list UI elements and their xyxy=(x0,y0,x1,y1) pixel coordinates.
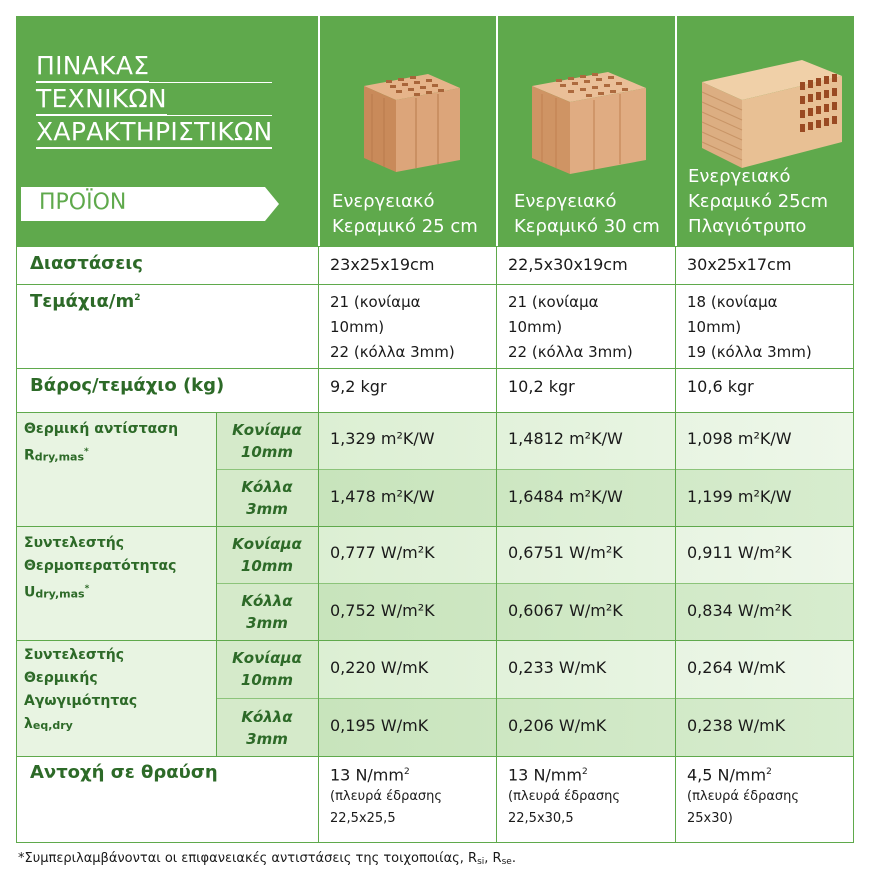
header-divider xyxy=(318,16,320,246)
cell-value: 0,195 W/mK xyxy=(330,716,429,735)
cell-line: 22 (κόλλα 3mm) xyxy=(508,343,633,361)
cell-value: 0,238 W/mK xyxy=(687,716,786,735)
row-thermal-resistance xyxy=(16,412,854,526)
cell-value: 0,777 W/m²K xyxy=(330,543,435,562)
row-label-line: Θερμοπερατότητας xyxy=(24,558,177,574)
cell-value: 10,2 kgr xyxy=(508,377,575,396)
sub-label-glue xyxy=(216,706,318,750)
symbol-sup: * xyxy=(84,447,89,457)
cell-line: 10mm) xyxy=(687,318,742,336)
sub-label-line: 10mm xyxy=(240,671,294,689)
cell-line: 21 (κονίαμα xyxy=(508,293,599,311)
cell-value: 1,478 m²K/W xyxy=(330,487,435,506)
unit-sup: 2 xyxy=(403,767,410,777)
sub-label-line: Κόλλα xyxy=(241,478,293,496)
row-label-sup: 2 xyxy=(134,293,141,303)
cell-value: 0,6751 W/m²K xyxy=(508,543,623,562)
cell-value xyxy=(687,761,799,830)
row-label xyxy=(24,644,137,737)
row-dimensions xyxy=(16,246,854,284)
row-label-line: Θερμικής xyxy=(24,670,98,686)
row-label: Διαστάσεις xyxy=(30,253,143,274)
footnote-sub: se xyxy=(501,857,512,867)
cell-line: 22,5x30,5 xyxy=(508,811,574,827)
footnote-text: , R xyxy=(484,851,502,866)
symbol: λ xyxy=(24,716,33,732)
sub-label-line: Κονίαμα xyxy=(232,649,302,667)
row-label-symbol xyxy=(24,578,176,606)
row-label: Αντοχή σε θραύση xyxy=(30,762,218,783)
strength-value: 13 N/mm xyxy=(330,765,404,785)
cell-line: 10mm) xyxy=(330,318,385,336)
cell-value: 0,206 W/mK xyxy=(508,716,607,735)
cell-value: 0,6067 W/m²K xyxy=(508,601,623,620)
row-label xyxy=(24,532,176,606)
row-transmittance xyxy=(16,526,854,640)
row-label-line: Συντελεστής xyxy=(24,647,125,663)
cell-value: 30x25x17cm xyxy=(687,255,792,274)
product-label-tag xyxy=(21,187,279,221)
cell-value: 1,199 m²K/W xyxy=(687,487,792,506)
cell-value xyxy=(508,290,633,365)
sub-label-line: 3mm xyxy=(246,500,288,518)
cell-value: 0,233 W/mK xyxy=(508,658,607,677)
brick-30cm-image xyxy=(524,64,654,180)
row-label-symbol xyxy=(24,713,137,737)
unit-sup: 2 xyxy=(581,767,588,777)
product-name-line: Κεραμικό 25 cm xyxy=(332,216,478,237)
cell-value: 0,911 W/m²K xyxy=(687,543,792,562)
title-line-1: ΠΙΝΑΚΑΣ xyxy=(36,51,150,80)
table-header xyxy=(16,16,854,246)
symbol-sub: dry,mas xyxy=(35,587,85,601)
cell-line: 22 (κόλλα 3mm) xyxy=(330,343,455,361)
footnote-text: . xyxy=(511,851,516,866)
sub-label-line: Κονίαμα xyxy=(232,421,302,439)
cell-value: 23x25x19cm xyxy=(330,255,435,274)
sub-label-glue xyxy=(216,476,318,520)
row-label: Βάρος/τεμάχιο (kg) xyxy=(30,375,225,396)
strength-value: 13 N/mm xyxy=(508,765,582,785)
strength-value: 4,5 N/mm xyxy=(687,765,767,785)
product-name-line: Ενεργειακό xyxy=(514,191,617,212)
sub-label-mortar xyxy=(216,533,318,577)
cell-value: 1,098 m²K/W xyxy=(687,429,792,448)
row-label-line: Συντελεστής xyxy=(24,535,125,551)
row-label-text: Τεμάχια/m xyxy=(30,291,135,312)
footnote xyxy=(18,851,516,867)
cell-value: 1,6484 m²K/W xyxy=(508,487,623,506)
row-pieces xyxy=(16,284,854,368)
header-divider xyxy=(675,16,677,246)
product-name-3 xyxy=(688,164,828,239)
cell-line xyxy=(330,761,442,786)
cell-value xyxy=(330,290,455,365)
sub-label-mortar xyxy=(216,647,318,691)
row-strength xyxy=(16,756,854,842)
cell-value xyxy=(330,761,442,830)
sub-label-line: 10mm xyxy=(240,557,294,575)
cell-value: 1,329 m²K/W xyxy=(330,429,435,448)
product-name-line: Πλαγιότρυπο xyxy=(688,216,807,237)
row-label xyxy=(30,291,141,312)
cell-line xyxy=(508,761,620,786)
cell-line: 21 (κονίαμα xyxy=(330,293,421,311)
cell-line: 18 (κονίαμα xyxy=(687,293,778,311)
footnote-text: *Συμπεριλαμβάνονται οι επιφανειακές αντιστάσεις της τοιχοποιίας, R xyxy=(18,851,478,866)
product-name-line: Ενεργειακό xyxy=(688,166,791,187)
cell-value: 9,2 kgr xyxy=(330,377,387,396)
sub-label-line: 3mm xyxy=(246,730,288,748)
row-label-line: Αγωγιμότητας xyxy=(24,693,138,709)
cell-value: 10,6 kgr xyxy=(687,377,754,396)
symbol: U xyxy=(24,584,36,601)
sub-label-line: 10mm xyxy=(240,443,294,461)
cell-value: 0,752 W/m²K xyxy=(330,601,435,620)
row-weight xyxy=(16,368,854,412)
cell-value: 22,5x30x19cm xyxy=(508,255,628,274)
brick-25cm-image xyxy=(356,66,466,176)
cell-value: 0,220 W/mK xyxy=(330,658,429,677)
sub-label-line: Κόλλα xyxy=(241,592,293,610)
sub-label-line: Κόλλα xyxy=(241,708,293,726)
table-title xyxy=(36,50,272,149)
row-label-symbol xyxy=(24,441,178,469)
product-name-line: Ενεργειακό xyxy=(332,191,435,212)
cell-line: (πλευρά έδρασης xyxy=(508,789,621,805)
symbol-sub: dry,mas xyxy=(34,450,85,464)
product-name-line: Κεραμικό 25cm xyxy=(688,191,829,212)
product-name-1 xyxy=(332,189,478,239)
row-conductivity xyxy=(16,640,854,756)
sub-label-line: Κονίαμα xyxy=(232,535,302,553)
brick-horizontal-image xyxy=(696,56,846,174)
sub-label-glue xyxy=(216,590,318,634)
title-line-3: ΧΑΡΑΚΤΗΡΙΣΤΙΚΩΝ xyxy=(36,117,273,146)
symbol-sup: * xyxy=(84,584,90,594)
symbol: R xyxy=(24,447,35,464)
symbol-sub: eq,dry xyxy=(32,719,73,732)
cell-value: 1,4812 m²K/W xyxy=(508,429,623,448)
cell-line: 25x30) xyxy=(687,811,733,827)
unit-sup: 2 xyxy=(766,767,772,777)
cell-line: (πλευρά έδρασης xyxy=(330,789,443,805)
cell-value: 0,264 W/mK xyxy=(687,658,786,677)
row-label xyxy=(24,418,178,469)
cell-value: 0,834 W/m²K xyxy=(687,601,792,620)
header-divider xyxy=(496,16,498,246)
cell-line: (πλευρά έδρασης xyxy=(687,789,800,805)
cell-value xyxy=(508,761,620,830)
product-name-line: Κεραμικό 30 cm xyxy=(514,216,660,237)
sub-label-mortar xyxy=(216,419,318,463)
sub-label-line: 3mm xyxy=(246,614,288,632)
cell-line xyxy=(687,761,799,786)
cell-value xyxy=(687,290,812,365)
product-name-2 xyxy=(514,189,660,239)
title-line-2: ΤΕΧΝΙΚΩΝ xyxy=(36,84,167,113)
cell-line: 10mm) xyxy=(508,318,563,336)
row-label-line: Θερμική αντίσταση xyxy=(24,421,179,437)
grid-line xyxy=(16,842,854,843)
cell-line: 19 (κόλλα 3mm) xyxy=(687,343,812,361)
product-label: ΠΡΟΪΟΝ xyxy=(39,190,127,215)
cell-line: 22,5x25,5 xyxy=(330,811,396,827)
footnote-sub: si xyxy=(477,857,485,867)
